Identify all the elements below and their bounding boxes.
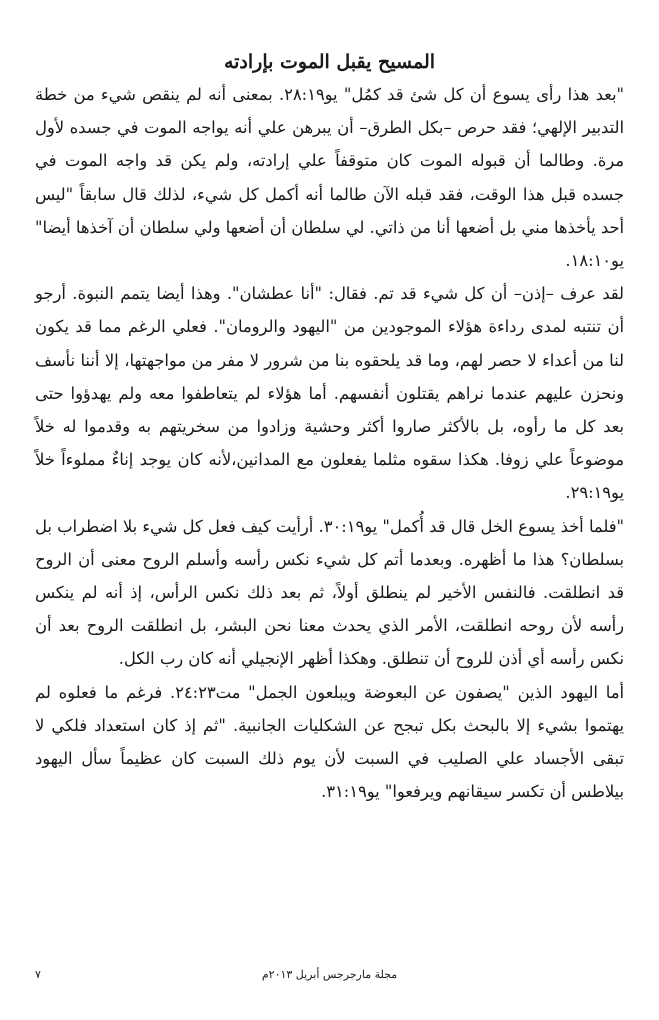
paragraph-2: لقد عرف –إذن– أن كل شيء قد تم. فقال: "أنا عطشان". وهذا أيضا يتمم النبوة. أرجو أن تنتبه لمدى رداءة هؤلاء الموجودين من "اليهود والرومان". فعلي الرغم مما قد يكون لنا من أعداء لا حصر لهم، وما قد يلحقوه بنا من شرور لا مفر من مواجهتها، إلا أننا نأسف ونحزن عليهم عندما نراهم يقتلون أنفسهم. أما هؤلاء لم يتعاطفوا معه ولم يهدؤوا حتى بعد كل ما رأوه، بل بالأكثر صاروا أكثر وحشية وزادوا من سخريتهم به وقدموا له خلاً موضوعاً علي زوفا. هكذا سقوه مثلما يفعلون مع المدانين،لأنه كان يوجد إناءٌ مملوءاً خلاً يو٢٩:١٩. <box>35 284 624 503</box>
footer-publication: مجلة مارجرجس أبريل ٢٠١٣م <box>261 968 398 981</box>
footer-page-number: ٧ <box>35 968 41 981</box>
page-footer <box>35 968 624 988</box>
page-title: المسيح يقبل الموت بإرادته <box>223 51 436 73</box>
page-content <box>35 48 624 808</box>
paragraph-4: أما اليهود الذين "يصفون عن البعوضة ويبلعون الجمل" مت٢٤:٢٣. فرغم ما فعلوه لم يهتموا بشيء إلا بالبحث بكل تبجح عن الشكليات الجانبية. "ثم إذ كان استعداد فلكي لا تبقى الأجساد علي الصليب في السبت لأن يوم ذلك السبت كان عظيماً سأل اليهود بيلاطس أن تكسر سيقانهم ويرفعوا" يو٣١:١٩. <box>35 682 624 802</box>
paragraph-3: "فلما أخذ يسوع الخل قال قد أُكمل" يو٣٠:١٩. أرأيت كيف فعل كل شيء بلا اضطراب بل بسلطان؟ هذا ما أظهره. وبعدما أتم كل شيء نكس رأسه وأسلم الروح معنى أن الروح قد انطلقت. فالنفس الأخير لم ينطلق أولاً، ثم بعد ذلك نكس الرأس، إذ أنه لم ينكس رأسه لأن روحه انطلقت، الأمر الذي يحدث معنا نحن البشر، بل انطلقت الروح بعد أن نكس رأسه أي أذن للروح أن تنطلق. وهكذا أظهر الإنجيلي أنه كان رب الكل. <box>35 516 624 669</box>
paragraph-1: "بعد هذا رأى يسوع أن كل شئ قد كمُل" يو٢٨:١٩. بمعنى أنه لم ينقص شيء من خطة التدبير الإلهي؛ فقد حرص –بكل الطرق– أن يبرهن علي أنه يواجه الموت في جسده لأول مرة. وطالما أن قبوله الموت كان متوقفاً علي إرادته، ولم يكن قد واجه الموت في جسده قبل هذا الوقت، فقد قبله الآن طالما أنه أكمل كل شيء، لذلك قال سابقاً "ليس أحد يأخذها مني بل أضعها أنا من ذاتي. لي سلطان أن أضعها ولي سلطان أن آخذها أيضا" يو١٨:١٠. <box>35 85 624 271</box>
